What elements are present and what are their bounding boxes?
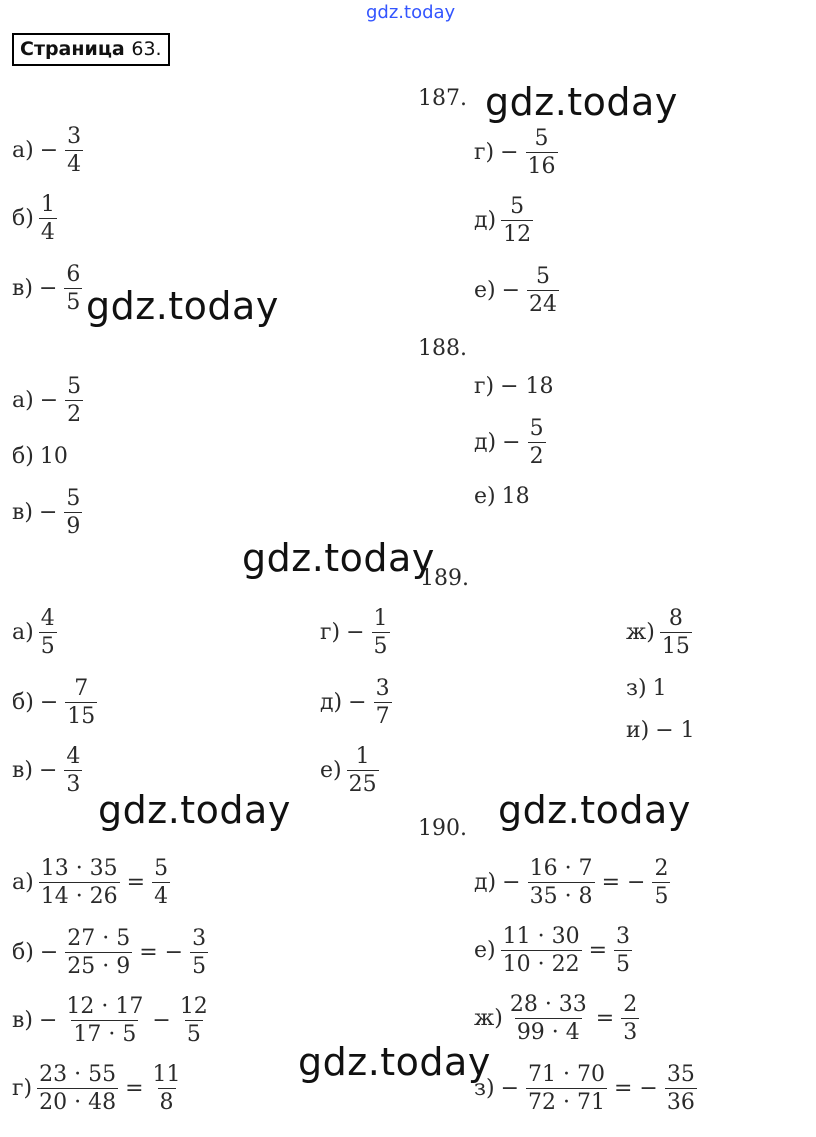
answer-189-v	[12, 744, 85, 798]
equals-sign: = −	[139, 940, 184, 966]
denominator: 4	[154, 884, 169, 910]
item-label: б)	[12, 444, 34, 469]
answer-187-v	[12, 262, 85, 316]
watermark: gdz.today	[242, 536, 435, 580]
denominator: 72 · 71	[528, 1090, 605, 1116]
denominator: 5	[373, 634, 388, 660]
answer-188-d	[474, 416, 549, 470]
exercise-number-189: 189.	[420, 566, 469, 591]
equals-sign: =	[126, 870, 146, 896]
answer-189-e	[320, 744, 382, 798]
numerator: 71 · 70	[528, 1062, 605, 1087]
denominator: 16	[527, 154, 556, 180]
item-label: б)	[12, 690, 34, 716]
minus-sign: −	[38, 500, 58, 526]
result-fraction	[614, 924, 632, 978]
answer-190-g	[12, 1062, 186, 1116]
answer-187-d	[474, 194, 536, 248]
item-label: д)	[474, 870, 497, 896]
minus-sign: −	[39, 690, 59, 716]
fraction	[64, 744, 82, 798]
denominator: 5	[40, 634, 55, 660]
value: 18	[501, 484, 530, 509]
answer-190-v	[12, 994, 213, 1048]
item-label: в)	[12, 500, 33, 526]
item-label: е)	[320, 758, 342, 784]
fraction	[65, 926, 132, 980]
fraction	[372, 606, 390, 660]
answer-190-b	[12, 926, 211, 980]
denominator: 4	[40, 220, 55, 246]
denominator: 5	[654, 884, 669, 910]
numerator: 16 · 7	[529, 856, 593, 881]
answer-189-a	[12, 606, 60, 660]
denominator: 24	[529, 292, 558, 318]
result-fraction	[151, 1062, 183, 1116]
fraction	[64, 486, 82, 540]
fraction	[660, 606, 692, 660]
fraction	[65, 124, 83, 178]
equals-sign: =	[595, 1006, 615, 1032]
minus-sign: −	[38, 758, 58, 784]
item-label: а)	[12, 620, 34, 646]
page-title	[12, 33, 170, 66]
denominator: 17 · 5	[73, 1022, 137, 1048]
denominator: 3	[623, 1020, 638, 1046]
denominator: 2	[67, 402, 82, 428]
fraction	[39, 192, 57, 246]
minus-sign: −	[38, 1008, 58, 1034]
fraction	[64, 994, 145, 1048]
denominator: 5	[186, 1022, 201, 1048]
numerator: 3	[375, 676, 390, 701]
numerator: 1	[40, 192, 55, 217]
answer-190-d	[474, 856, 673, 910]
minus-sign: −	[152, 1008, 171, 1034]
item-label: г)	[474, 140, 495, 166]
numerator: 7	[74, 676, 89, 701]
item-label: в)	[12, 1008, 33, 1034]
fraction	[508, 992, 589, 1046]
result-fraction	[652, 856, 670, 910]
value: − 1	[655, 718, 695, 743]
answer-190-zh	[474, 992, 642, 1046]
item-label: ж)	[474, 1006, 503, 1032]
numerator: 4	[66, 744, 81, 769]
result-fraction	[621, 992, 639, 1046]
watermark: gdz.today	[298, 1040, 491, 1084]
minus-sign: −	[500, 140, 519, 166]
numerator: 3	[616, 924, 631, 949]
answer-187-g	[474, 126, 561, 180]
minus-sign: −	[500, 1076, 520, 1102]
denominator: 15	[67, 704, 96, 730]
answer-189-z	[626, 676, 671, 701]
result-fraction	[190, 926, 208, 980]
numerator: 5	[536, 264, 551, 289]
page-title-number: 63.	[131, 38, 162, 60]
numerator: 4	[40, 606, 55, 631]
minus-sign: −	[38, 276, 58, 302]
answer-188-v	[12, 486, 85, 540]
minus-sign: −	[39, 388, 59, 414]
fraction	[39, 606, 57, 660]
numerator: 5	[534, 126, 549, 151]
watermark: gdz.today	[86, 284, 279, 328]
numerator: 2	[623, 992, 638, 1017]
denominator: 5	[66, 290, 81, 316]
item-label: е)	[474, 484, 496, 509]
denominator: 3	[66, 772, 81, 798]
denominator: 8	[159, 1090, 174, 1116]
denominator: 36	[666, 1090, 695, 1116]
minus-sign: −	[39, 940, 59, 966]
answer-189-i	[626, 718, 699, 743]
minus-sign: −	[502, 870, 521, 896]
fraction	[374, 676, 392, 730]
item-label: б)	[12, 940, 34, 966]
item-label: в)	[12, 758, 33, 784]
numerator: 23 · 55	[39, 1062, 117, 1087]
answer-188-b	[12, 444, 72, 469]
watermark: gdz.today	[498, 788, 691, 832]
denominator: 14 · 26	[40, 884, 118, 910]
numerator: 5	[529, 416, 544, 441]
fraction	[65, 676, 97, 730]
item-label: б)	[12, 206, 34, 232]
result-fraction	[152, 856, 170, 910]
answer-187-e	[474, 264, 562, 318]
fraction	[501, 194, 533, 248]
denominator: 15	[661, 634, 690, 660]
numerator: 1	[373, 606, 388, 631]
numerator: 6	[66, 262, 81, 287]
answer-189-g	[320, 606, 393, 660]
numerator: 5	[66, 486, 81, 511]
exercise-number-188: 188.	[418, 336, 467, 361]
denominator: 2	[529, 444, 544, 470]
numerator: 2	[654, 856, 669, 881]
item-label: е)	[474, 278, 496, 304]
answer-187-a	[12, 124, 86, 178]
fraction	[39, 856, 120, 910]
numerator: 11	[152, 1062, 181, 1087]
numerator: 27 · 5	[67, 926, 131, 951]
numerator: 1	[355, 744, 370, 769]
item-label: г)	[320, 620, 341, 646]
answer-189-d	[320, 676, 395, 730]
item-label: д)	[474, 208, 497, 234]
value: 10	[39, 444, 68, 469]
numerator: 3	[67, 124, 82, 149]
denominator: 10 · 22	[502, 952, 580, 978]
item-label: ж)	[626, 620, 655, 646]
answer-187-b	[12, 192, 60, 246]
result-fraction	[178, 994, 210, 1048]
item-label: д)	[474, 430, 497, 456]
minus-sign: −	[348, 690, 367, 716]
denominator: 99 · 4	[516, 1020, 580, 1046]
fraction	[526, 1062, 607, 1116]
item-label: а)	[12, 870, 34, 896]
numerator: 8	[668, 606, 683, 631]
denominator: 35 · 8	[529, 884, 593, 910]
minus-sign: −	[501, 278, 521, 304]
page-title-label: Страница	[20, 38, 125, 60]
denominator: 4	[67, 152, 82, 178]
item-label: е)	[474, 938, 496, 964]
minus-sign: −	[346, 620, 365, 646]
fraction	[527, 264, 559, 318]
denominator: 5	[192, 954, 207, 980]
numerator: 3	[192, 926, 207, 951]
item-label: з)	[626, 676, 647, 701]
equals-sign: =	[588, 938, 608, 964]
item-label: а)	[12, 388, 34, 414]
equals-sign: =	[125, 1076, 144, 1102]
top-watermark: gdz.today	[366, 2, 456, 23]
value: − 18	[500, 374, 554, 399]
answer-188-e	[474, 484, 534, 509]
equals-sign: = −	[601, 870, 646, 896]
value: 1	[652, 676, 667, 701]
denominator: 7	[375, 704, 390, 730]
minus-sign: −	[502, 430, 521, 456]
item-label: д)	[320, 690, 343, 716]
numerator: 5	[67, 374, 82, 399]
fraction	[64, 262, 82, 316]
denominator: 12	[503, 222, 532, 248]
answer-189-b	[12, 676, 100, 730]
item-label: з)	[474, 1076, 495, 1102]
denominator: 9	[66, 514, 81, 540]
fraction	[65, 374, 83, 428]
item-label: г)	[12, 1076, 33, 1102]
answer-190-a	[12, 856, 173, 910]
item-label: г)	[474, 374, 495, 399]
equals-sign: = −	[614, 1076, 658, 1102]
exercise-number-190: 190.	[418, 816, 467, 841]
fraction	[528, 856, 595, 910]
denominator: 20 · 48	[39, 1090, 117, 1116]
denominator: 5	[616, 952, 631, 978]
fraction	[37, 1062, 118, 1116]
answer-188-g	[474, 374, 558, 399]
numerator: 13 · 35	[40, 856, 118, 881]
watermark: gdz.today	[485, 80, 678, 124]
answer-190-z	[474, 1062, 700, 1116]
exercise-number-187: 187.	[418, 86, 467, 111]
item-label: а)	[12, 138, 34, 164]
denominator: 25 · 9	[67, 954, 131, 980]
result-fraction	[665, 1062, 697, 1116]
numerator: 5	[510, 194, 525, 219]
numerator: 11 · 30	[502, 924, 580, 949]
numerator: 12	[179, 994, 208, 1019]
minus-sign: −	[39, 138, 59, 164]
fraction	[501, 924, 582, 978]
item-label: в)	[12, 276, 33, 302]
fraction	[526, 126, 558, 180]
numerator: 5	[154, 856, 169, 881]
numerator: 28 · 33	[509, 992, 587, 1017]
watermark: gdz.today	[98, 788, 291, 832]
answer-190-e	[474, 924, 635, 978]
denominator: 25	[348, 772, 377, 798]
fraction	[347, 744, 379, 798]
fraction	[528, 416, 546, 470]
numerator: 35	[666, 1062, 695, 1087]
numerator: 12 · 17	[66, 994, 144, 1019]
answer-189-zh	[626, 606, 695, 660]
answer-188-a	[12, 374, 86, 428]
item-label: и)	[626, 718, 650, 743]
